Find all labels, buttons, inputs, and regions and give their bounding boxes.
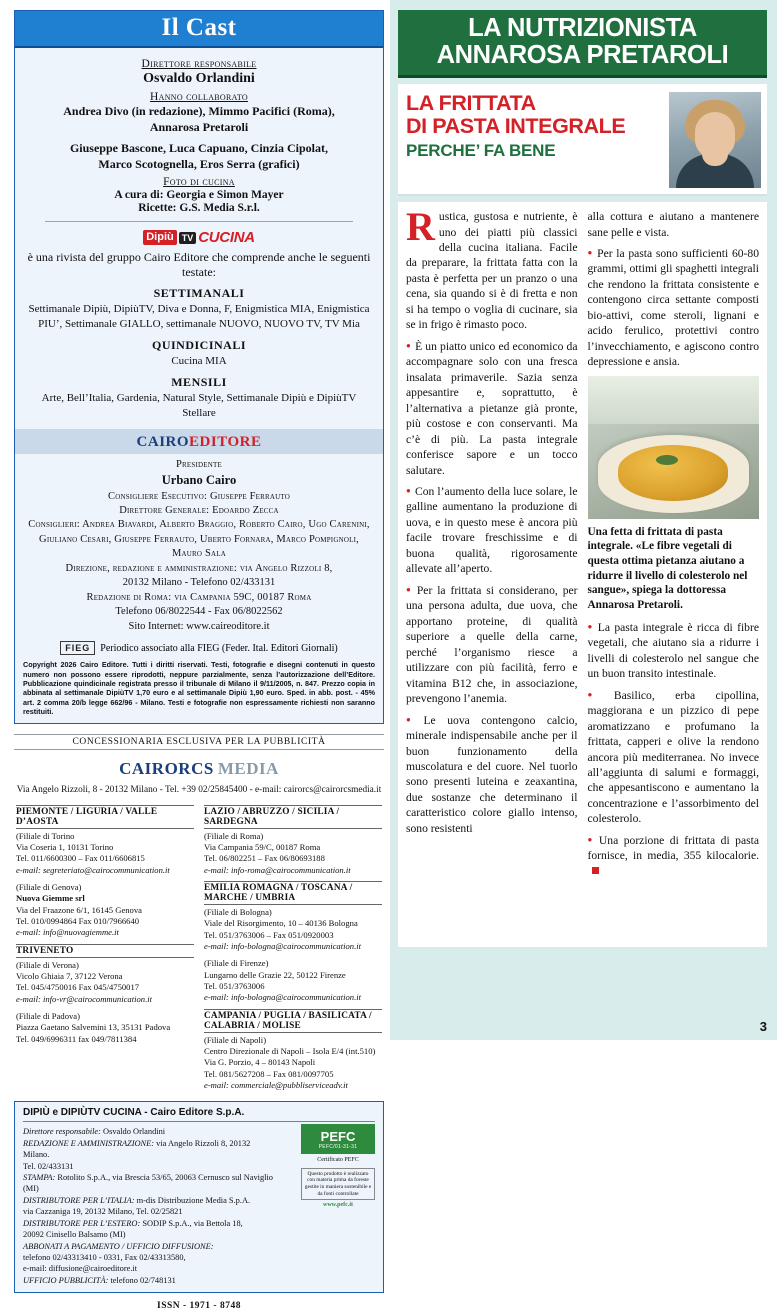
cairorcs-media-logo xyxy=(14,759,384,779)
ad-line-email: e-mail: info@nuovagiemme.it xyxy=(16,927,119,938)
direzione-address: Direzione, redazione e amministrazione: via Angelo Rizzoli 8, xyxy=(65,562,333,574)
fieg-icon: FIEG xyxy=(60,641,95,655)
ad-line: (Filiale di Verona) xyxy=(16,959,79,970)
ad-line: Via Coseria 1, 10131 Torino xyxy=(16,841,114,852)
ad-line-email: e-mail: info-bologna@cairocommunication.it xyxy=(204,940,361,951)
ad-line: (Filiale di Roma) xyxy=(204,830,264,841)
cast-label-collaboratori: Hanno collaborato xyxy=(150,91,248,103)
paragraph-text: ustica, gustosa e nutriente, è uno dei piatti più classici della cucina italiana. Facile da preparare, la frittata fatta con la pasta è perfetta per un pranzo o una cena, sia quando si è di fretta e non si ha tempo o voglia di cucinare, sia se in frigo è rimasto poco. xyxy=(406,210,578,332)
article-text-col2-after xyxy=(588,620,760,880)
photo-frittata xyxy=(618,445,728,501)
advertising-col-left xyxy=(16,800,194,1092)
article-column-2 xyxy=(588,209,760,941)
cucina-logo-text: CUCINA xyxy=(198,229,255,246)
colophon-value: 20092 Cinisello Balsamo (MI) xyxy=(23,1230,126,1240)
cast-direttore-name: Osvaldo Orlandini xyxy=(143,71,255,86)
divider xyxy=(23,1121,375,1122)
periodicity-body-mensili: Arte, Bell’Italia, Gardenia, Natural Style, Settimanale Dipiù e DipiùTV Stellare xyxy=(41,392,357,419)
fieg-row xyxy=(15,641,383,655)
ad-line-email: e-mail: commerciale@pubbliserviceadv.it xyxy=(204,1080,348,1091)
media-word: MEDIA xyxy=(217,758,279,778)
paragraph-bullet: ● Basilico, erba cipollina, maggiorana e un pizzico di pepe aromatizzano e profumano la frittata, capperi e olive la rendono ancora più mediterranea. No invece all’aggiunta di salumi e formaggi, che appesantiscono e aumentano la concentrazione e l’assorbimento del colesterolo. xyxy=(588,688,760,827)
periodicity-head-quindicinali: QUINDICINALI xyxy=(151,337,246,352)
ad-line: Lungarno delle Grazie 22, 50122 Firenze xyxy=(204,969,346,980)
colophon-value: SODIP S.p.A., via Bettola 18, xyxy=(140,1218,243,1228)
colophon-value: via Angelo Rizzoli 8, 20132 Milano. xyxy=(23,1138,251,1160)
cast-foto-line-1: A cura di: Georgia e Simon Mayer xyxy=(114,189,284,201)
article-column-1 xyxy=(406,204,578,941)
tv-logo-text: TV xyxy=(179,232,197,244)
ad-line: Tel. 049/6996311 fax 049/7811384 xyxy=(16,1033,137,1044)
end-mark-icon xyxy=(592,867,599,874)
periodicity-head-settimanali: SETTIMANALI xyxy=(153,286,245,300)
ad-line: (Filiale di Firenze) xyxy=(204,958,269,969)
frittata-photo xyxy=(588,376,760,519)
cast-foto-line-2: Ricette: G.S. Media S.r.l. xyxy=(138,202,260,214)
cast-label-direttore: Direttore responsabile xyxy=(141,58,257,70)
cast-collab-line-4: Marco Scotognella, Eros Serra (grafici) xyxy=(98,157,300,171)
section-header xyxy=(398,10,767,78)
paragraph-bullet: ● Per la pasta sono sufficienti 60-80 grammi, ottimi gli spaghetti integrali che rendono la frittata consistente e contengono circa settante composti bio-attivi, come steroli, lignani e acido ferulico, protettivi contro l’invecchiamento, e agiscono contro depressione e ansia. xyxy=(588,246,760,370)
issn: ISSN - 1971 - 8748 xyxy=(157,1301,241,1311)
consigliere-esecutivo: Consigliere Esecutivo: Giuseppe Ferrauto xyxy=(107,490,290,502)
page-number: 3 xyxy=(759,1019,767,1034)
ad-line: Viale del Risorgimento, 10 – 40136 Bologna xyxy=(204,918,358,929)
region-lazio: LAZIO / ABRUZZO / SICILIA / SARDEGNA xyxy=(204,805,382,829)
colophon-value: Tel. 02/433131 xyxy=(23,1161,74,1171)
advertising-col-right xyxy=(204,800,382,1092)
ad-line-email: e-mail: segreteriato@cairocommunication.it xyxy=(16,864,170,875)
roma-phone: Telefono 06/8022544 - Fax 06/8022562 xyxy=(115,606,283,618)
colophon-value: Rotolito S.p.A., via Brescia 53/65, 20063 Cernusco sul Naviglio (MI) xyxy=(23,1173,273,1194)
direttore-generale: Direttore Generale: Edoardo Zecca xyxy=(119,505,279,516)
colophon-text xyxy=(23,1126,276,1286)
ad-line: Via del Fraazone 6/1, 16145 Genova xyxy=(16,904,142,915)
colophon-value: telefono 02/43313410 - 0331, Fax 02/43313580, xyxy=(23,1253,186,1262)
dipiu-cucina-logo xyxy=(27,229,371,246)
colophon-title: DIPIÙ e DIPIÙTV CUCINA - Cairo Editore S.p.A. xyxy=(23,1107,245,1119)
cairo-word: CAIRO xyxy=(136,433,190,450)
ad-line: Tel. 045/4750016 Fax 045/4750017 xyxy=(16,982,140,993)
pefc-certification xyxy=(301,1124,375,1208)
periodicity-head-mensili: MENSILI xyxy=(171,374,227,389)
publisher-details xyxy=(15,454,383,635)
ad-line: (Filiale di Torino xyxy=(16,830,75,841)
article-title-line-1: LA FRITTATA xyxy=(406,91,536,116)
photo-caption: Una fetta di frittata di pasta integrale. «Le fibre vegetali di questa ottima pietanza aiutano a ridurre il livello di colesterolo nel sangue», spiega la dottoressa Annarosa Pretaroli. xyxy=(587,525,748,612)
consiglieri-2: Giuliano Cesari, Giuseppe Ferrauto, Uberto Fornara, Marco Pompignoli, Mauro Sala xyxy=(39,533,359,560)
ad-line: (Filiale di Padova) xyxy=(16,1010,80,1021)
article-title-line-2: DI PASTA INTEGRALE xyxy=(406,114,626,139)
ad-line: Vicolo Ghiaia 7, 37122 Verona xyxy=(16,970,123,981)
periodicity-body-settimanali: Settimanale Dipiù, DipiùTV, Diva e Donna, F, Enigmistica MIA, Enigmistica PIU’, Settimanale GIALLO, settimanale NUOVO, NUOVO TV, TV Mia xyxy=(28,303,370,331)
editore-word: EDITORE xyxy=(189,433,262,450)
advertising-regions xyxy=(14,800,384,1092)
author-portrait-photo xyxy=(669,92,761,188)
pefc-note: Questo prodotto è realizzato con materia prima da foreste gestite in maniera sostenibile e da fonti controllate xyxy=(301,1168,375,1200)
periodicity-body-quindicinali: Cucina MIA xyxy=(171,355,227,368)
ad-line: (Filiale di Napoli) xyxy=(204,1034,267,1045)
pefc-logo-sub: PEFC/01-31-31 xyxy=(318,1144,358,1151)
section-header-line-1: LA NUTRIZIONISTA xyxy=(468,14,697,42)
fieg-text: Periodico associato alla FIEG (Feder. Ital. Editori Giornali) xyxy=(100,642,338,654)
article-text-col2 xyxy=(588,209,760,370)
ad-line: (Filiale di Genova) xyxy=(16,881,82,892)
pefc-url: www.pefc.it xyxy=(323,1202,353,1209)
cast-header: Il Cast xyxy=(15,11,383,48)
group-intro: è una rivista del gruppo Cairo Editore che comprende anche le seguenti testate: xyxy=(27,250,371,279)
paragraph-intro xyxy=(406,204,578,333)
paragraph-bullet: ● È un piatto unico ed economico da accompagnare solo con una fresca insalata primaverile. Sazia senza appesantire e, soprattutto, è l’alternativa a pietanze già pronte, più costose e con conservanti. Ma c’è di più. La pasta integrale conferisce sapore e un tocco salutare. xyxy=(406,339,578,478)
pefc-logo-text: PEFC xyxy=(320,1129,356,1145)
drop-cap: R xyxy=(406,204,435,250)
consiglieri-1: Consiglieri: Andrea Biavardi, Alberto Braggio, Roberto Cairo, Ugo Carenini, xyxy=(28,519,370,531)
redazione-roma: Redazione di Roma: via Campania 59C, 00187 Roma xyxy=(86,591,312,603)
colophon-label: REDAZIONE E AMMINISTRAZIONE: xyxy=(23,1138,155,1148)
ad-line: Via Campania 59/C, 00187 Roma xyxy=(204,841,321,852)
photo-background xyxy=(588,376,760,424)
paragraph-text: Una porzione di frittata di pasta fornisce, in media, 355 kilocalorie. xyxy=(587,833,759,863)
presidente-label: Presidente xyxy=(176,458,222,470)
cast-collab-line-1: Andrea Divo (in redazione), Mimmo Pacifici (Roma), xyxy=(63,104,335,118)
cast-label-foto: Foto di cucina xyxy=(163,176,235,188)
ad-line-email: e-mail: info-roma@cairocommunication.it xyxy=(204,864,351,875)
colophon-value: Osvaldo Orlandini xyxy=(100,1127,166,1137)
ad-line: Tel. 051/3763006 – Fax 051/0920003 xyxy=(204,929,334,940)
region-piemonte: PIEMONTE / LIGURIA / VALLE D’AOSTA xyxy=(16,805,194,829)
colophon-label: ABBONATI A PAGAMENTO / UFFICIO DIFFUSIONE: xyxy=(23,1241,214,1251)
right-column xyxy=(390,0,777,1040)
ad-line: Piazza Gaetano Salvemini 13, 35131 Padova xyxy=(16,1022,171,1033)
paragraph-bullet-final xyxy=(588,833,760,879)
colophon-label: DISTRIBUTORE PER L’ESTERO: xyxy=(23,1218,141,1228)
colophon-value: e-mail: diffusione@cairoeditore.it xyxy=(23,1264,138,1274)
ad-line: Tel. 06/802251 – Fax 06/80693188 xyxy=(204,853,325,864)
ad-line-email: e-mail: info-bologna@cairocommunication.it xyxy=(204,992,361,1003)
article-title-block xyxy=(398,84,767,196)
ad-line: Tel. 051/3763006 xyxy=(204,980,265,991)
article-text-col1 xyxy=(406,204,578,836)
copyright-text: Copyright 2026 Cairo Editore. Tutti i diritti riservati. Testi, fotografie e disegni contenuti in questo numero non possono essere riprodotti, neppure parzialmente, senza l’autorizzazione dell’Editore. Pubblicazione quindicinale registrata presso il tribunale di Milano il 9/11/2005, n. 847. Prezzo copia in abbinata al settimanale DipiùTV 1,70 euro e al settimanale Dipiù 1,90 euro. Sped. in abb. post. - 45% art. 2 comma 20/b legge 662/96 - Milano. Testi e fotografie non espressamente richiesti non saranno restituiti. xyxy=(23,660,375,717)
ad-line: (Filiale di Bologna) xyxy=(204,906,272,917)
colophon-label: DISTRIBUTORE PER L’ITALIA: xyxy=(23,1195,135,1205)
advertising-title: CONCESSIONARIA ESCLUSIVA PER LA PUBBLICITÀ xyxy=(14,734,384,750)
dipiu-logo-text: Dipiù xyxy=(143,230,177,244)
milano-phone: 20132 Milano - Telefono 02/433131 xyxy=(122,577,276,589)
photo-herb xyxy=(656,455,678,465)
ad-line: Nuova Giemme srl xyxy=(16,893,85,904)
advertising-address: Via Angelo Rizzoli, 8 - 20132 Milano - Tel. +39 02/25845400 - e-mail: cairorcs@cairorcsmedia.it xyxy=(16,784,382,795)
periodicity-list xyxy=(27,285,371,421)
colophon-box xyxy=(14,1101,384,1293)
section-header-line-2: ANNAROSA PRETAROLI xyxy=(436,41,729,70)
divider xyxy=(45,221,353,222)
website: Sito Internet: www.caireoditore.it xyxy=(128,620,270,632)
region-triveneto: TRIVENETO xyxy=(16,944,194,958)
paragraph-continued: alla cottura e aiutano a mantenere sane pelle e vista. xyxy=(587,210,759,239)
ad-line: Tel. 011/6600300 – Fax 011/6606815 xyxy=(16,853,145,864)
cairo-editore-band xyxy=(15,429,383,454)
cairorcs-word: CAIRORCS xyxy=(119,758,214,778)
colophon-value: telefono 02/748131 xyxy=(108,1275,176,1285)
pefc-caption: Certificato PEFC xyxy=(317,1157,359,1164)
region-campania: CAMPANIA / PUGLIA / BASILICATA / CALABRIA / MOLISE xyxy=(204,1009,382,1033)
paragraph-bullet: ● La pasta integrale è ricca di fibre vegetali, che aiutano sia a ridurre i livelli di colesterolo nel sangue che un buon transito intestinale. xyxy=(588,620,760,682)
cast-collab-line-2: Annarosa Pretaroli xyxy=(149,120,249,134)
ad-line: Centro Direzionale di Napoli – Isola E/4 (int.510) xyxy=(204,1045,376,1056)
colophon-label: Direttore responsabile: xyxy=(23,1127,101,1137)
ad-line: Tel. 081/5627208 – Fax 081/0097705 xyxy=(204,1068,334,1079)
colophon-label: UFFICIO PUBBLICITÀ: xyxy=(23,1275,109,1285)
article-title-line-3: PERCHE’ FA BENE xyxy=(406,141,556,161)
paragraph-bullet: ● Le uova contengono calcio, minerale indispensabile anche per il buon funzionamento della muscolatura e del cuore. Nel tuorlo sono presenti luteina e zeaxantina, due sostanze che determinano il caratteristico colore giallo intenso, sono resistenti xyxy=(406,713,578,837)
cast-collab-line-3: Giuseppe Bascone, Luca Capuano, Cinzia Cipolat, xyxy=(69,141,329,155)
article-body xyxy=(398,202,767,947)
colophon-value: m-dis Distribuzione Media S.p.A. xyxy=(134,1195,251,1205)
colophon-label: STAMPA: xyxy=(23,1173,56,1183)
region-emilia: EMILIA ROMAGNA / TOSCANA / MARCHE / UMBRIA xyxy=(204,881,382,905)
article-title xyxy=(406,92,663,188)
paragraph-bullet: ● Per la frittata si considerano, per una persona adulta, due uova, che apportano proteine, di qualità superiore a quelle della carne, perché l’organismo riesce a utilizzare con più facilità, ferro e vitamina B12 che, in associazione, prevengono l’anemia. xyxy=(406,583,578,707)
presidente-name: Urbano Cairo xyxy=(161,473,237,488)
pefc-logo-icon xyxy=(301,1124,375,1154)
paragraph-bullet: ● Con l’aumento della luce solare, le galline aumentano la produzione di uova, e in questo mese è ancora più facile trovare freschissime e di buona qualità, rigorosamente allevate all’aperto. xyxy=(406,484,578,577)
colophon-value: via Cazzaniga 19, 20132 Milano, Tel. 02/25821 xyxy=(23,1207,183,1217)
ad-line: Tel. 010/0994864 Fax 010/7966640 xyxy=(16,915,140,926)
ad-line-email: e-mail: info-vr@cairocommunication.it xyxy=(16,993,152,1004)
cast-body xyxy=(15,48,383,421)
ad-line: Via G. Porzio, 4 – 80143 Napoli xyxy=(204,1057,316,1068)
cast-box xyxy=(14,10,384,724)
